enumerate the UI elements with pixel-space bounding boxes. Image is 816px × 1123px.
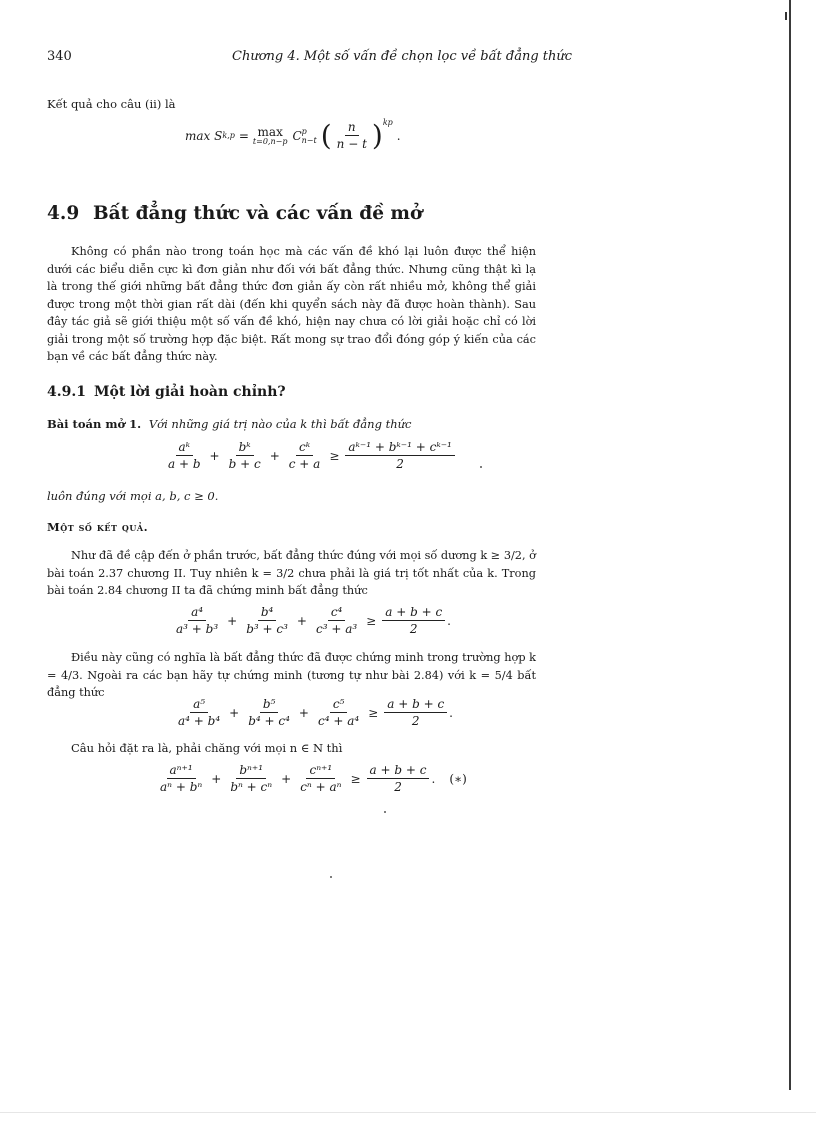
plus-sign: +: [227, 613, 238, 628]
equation-k-4-3: [171, 605, 451, 636]
eq2-t2-den: b³ + c³: [246, 622, 288, 636]
equation-max: [185, 120, 401, 151]
eq3-rhs: [384, 697, 447, 728]
subsection-title: Một lời giải hoàn chỉnh?: [94, 384, 286, 400]
eq1-t1-den: a + b: [168, 457, 201, 471]
paragraph-k-5-4: [47, 649, 536, 702]
eq3-rhs-num: a + b + c: [384, 697, 447, 713]
plus-sign: +: [281, 771, 292, 786]
eq4-rhs-num: a + b + c: [367, 763, 430, 779]
eq1-t3-num: cᵏ: [296, 440, 313, 456]
eq-max-paren-left: (: [320, 118, 332, 152]
eq-max-frac-num: n: [345, 120, 359, 136]
eq1-t2-num: bᵏ: [236, 440, 254, 456]
eq2-rhs: [382, 605, 445, 636]
section-title: Bất đẳng thức và các vấn đề mở: [93, 203, 423, 224]
eq3-term3: [315, 697, 362, 728]
open-problem-text: Với những giá trị nào của k thì bất đẳng thức: [148, 417, 412, 431]
eq3-term2: [245, 697, 293, 728]
eq1-term1: [165, 440, 204, 471]
eq-max-word: max: [257, 125, 283, 139]
section-heading: [47, 203, 422, 224]
plus-sign: +: [211, 771, 222, 786]
running-header-chapter: Chương 4. Một số vấn đề chọn lọc về bất đẳng thức: [232, 49, 573, 64]
eq3-t3-den: c⁴ + a⁴: [317, 714, 360, 728]
eq-max-period: .: [396, 128, 401, 143]
results-paragraph-text: Như đã đề cập đến ở phần trước, bất đẳng thức đúng với mọi số dương k ≥ 3/2, ở bài toán 2.37 chương II. Tuy nhiên k = 3/2 chưa phải là giá trị tốt nhất của k. Trong bài toán 2.84 chương II ta đã chứng minh bất đẳng thức: [47, 549, 536, 597]
open-problem-statement: [47, 416, 411, 434]
eq4-t1-num: aⁿ⁺¹: [167, 763, 196, 779]
eq4-term3: [297, 763, 344, 794]
result-intro: Kết quả cho câu (ii) là: [47, 97, 176, 111]
eq2-term2: [243, 605, 291, 636]
eq4-t2-den: bⁿ + cⁿ: [230, 780, 273, 794]
subsection-number: 4.9.1: [47, 384, 86, 400]
paragraph-k-5-4-text: Điều này cũng có nghĩa là bất đẳng thức đã được chứng minh trong trường hợp k = 4/3. Ngoài ra các bạn hãy tự chứng minh (tương tự như bài 2.84) với k = 5/4 bất đẳng thức: [47, 651, 536, 699]
eq-max-binomial-sup: p: [301, 126, 307, 136]
page-number: 340: [47, 49, 72, 64]
plus-sign: +: [269, 448, 280, 463]
eq4-t2-num: bⁿ⁺¹: [236, 763, 266, 779]
eq-max-paren-right: ): [371, 118, 383, 152]
eq3-rhs-den: 2: [411, 714, 420, 728]
eq2-t1-den: a³ + b³: [176, 622, 219, 636]
eq2-t3-num: c⁴: [328, 605, 346, 621]
plus-sign: +: [296, 613, 307, 628]
equation-star: [155, 763, 467, 794]
eq1-rhs: [345, 440, 455, 471]
eq1-t1-num: aᵏ: [176, 440, 194, 456]
geq-sign: ≥: [350, 771, 361, 786]
eq3-t1-den: a⁴ + b⁴: [178, 714, 221, 728]
eq-max-binomial-sub: n−t: [301, 135, 317, 145]
scan-mark: [785, 12, 787, 20]
eq-max-fraction: [334, 120, 370, 151]
eq2-t1-num: a⁴: [188, 605, 206, 621]
eq4-rhs-den: 2: [394, 780, 402, 794]
eq2-term3: [313, 605, 360, 636]
eq2-t3-den: c³ + a³: [315, 622, 358, 636]
scan-speck: [384, 811, 386, 813]
eq1-t2-den: b + c: [228, 457, 261, 471]
eq-max-lhs-sub: k,p: [222, 131, 235, 140]
subsection-heading: [47, 384, 286, 400]
equation-open-problem: [163, 440, 457, 471]
section-number: 4.9: [47, 203, 80, 224]
scan-speck: [480, 466, 482, 468]
eq1-rhs-den: 2: [396, 457, 404, 471]
eq1-t3-den: c + a: [288, 457, 321, 471]
page-binding-edge: [789, 0, 791, 1090]
eq3-t3-num: c⁵: [330, 697, 348, 713]
eq2-period: .: [447, 613, 451, 628]
plus-sign: +: [209, 448, 220, 463]
plus-sign: +: [229, 705, 240, 720]
eq4-t3-den: cⁿ + aⁿ: [300, 780, 342, 794]
eq-max-exponent: kp: [382, 118, 393, 127]
eq2-rhs-num: a + b + c: [382, 605, 445, 621]
eq4-t1-den: aⁿ + bⁿ: [160, 780, 203, 794]
geq-sign: ≥: [329, 448, 340, 463]
intro-paragraph-text: Không có phần nào trong toán học mà các vấn đề khó lại luôn được thể hiện dưới các biểu diễn cực kì đơn giản như đối với bất đẳng thức. Nhưng cũng thật kì lạ là trong thế giới những bất đẳng thức đơn giản ấy còn rất nhiều mở, không thể giải được trong một thời gian rất dài (đến khi quyển sách này đã được hoàn thành). Sau đây tác giả sẽ giới thiệu một số vấn đề khó, hiện nay chưa có lời giải hoặc chỉ có lời giải trong một số trường hợp đặc biệt. Rất mong sự trao đổi đóng góp ý kiến của các bạn về các bất đẳng thức này.: [47, 245, 536, 363]
plus-sign: +: [298, 705, 309, 720]
eq2-rhs-den: 2: [409, 622, 418, 636]
eq1-term3: [286, 440, 324, 471]
eq-max-range: t=0,n−p: [252, 137, 288, 146]
equation-k-5-4: [173, 697, 453, 728]
scan-speck: [330, 876, 332, 878]
eq1-term2: [226, 440, 264, 471]
page-bottom-edge: [0, 1112, 816, 1113]
eq-max-equals: =: [238, 128, 249, 143]
eq-max-frac-den: n − t: [336, 137, 367, 151]
open-problem-condition: luôn đúng với mọi a, b, c ≥ 0.: [47, 489, 219, 503]
eq2-t2-num: b⁴: [258, 605, 277, 621]
eq3-t1-num: a⁵: [190, 697, 208, 713]
eq-max-binomial: C: [292, 128, 302, 143]
open-problem-label: Bài toán mở 1.: [47, 417, 142, 431]
eq-max-operator: [253, 125, 288, 146]
eq1-rhs-num: aᵏ⁻¹ + bᵏ⁻¹ + cᵏ⁻¹: [345, 440, 455, 456]
eq3-term1: [175, 697, 223, 728]
eq3-t2-num: b⁵: [260, 697, 279, 713]
eq2-term1: [173, 605, 221, 636]
equation-label-star: (∗): [449, 771, 467, 786]
geq-sign: ≥: [368, 705, 379, 720]
eq4-term2: [227, 763, 275, 794]
question-line: Câu hỏi đặt ra là, phải chăng với mọi n ∈ N thì: [71, 741, 343, 755]
eq4-t3-num: cⁿ⁺¹: [306, 763, 335, 779]
intro-paragraph: [47, 243, 536, 366]
eq-max-lhs: max S: [185, 128, 223, 143]
results-heading: Một số kết quả.: [47, 520, 149, 534]
eq3-period: .: [449, 705, 453, 720]
eq4-term1: [157, 763, 205, 794]
eq3-t2-den: b⁴ + c⁴: [248, 714, 290, 728]
results-paragraph: [47, 547, 536, 600]
eq4-rhs: [367, 763, 430, 794]
eq4-period: .: [431, 771, 436, 786]
geq-sign: ≥: [366, 613, 377, 628]
